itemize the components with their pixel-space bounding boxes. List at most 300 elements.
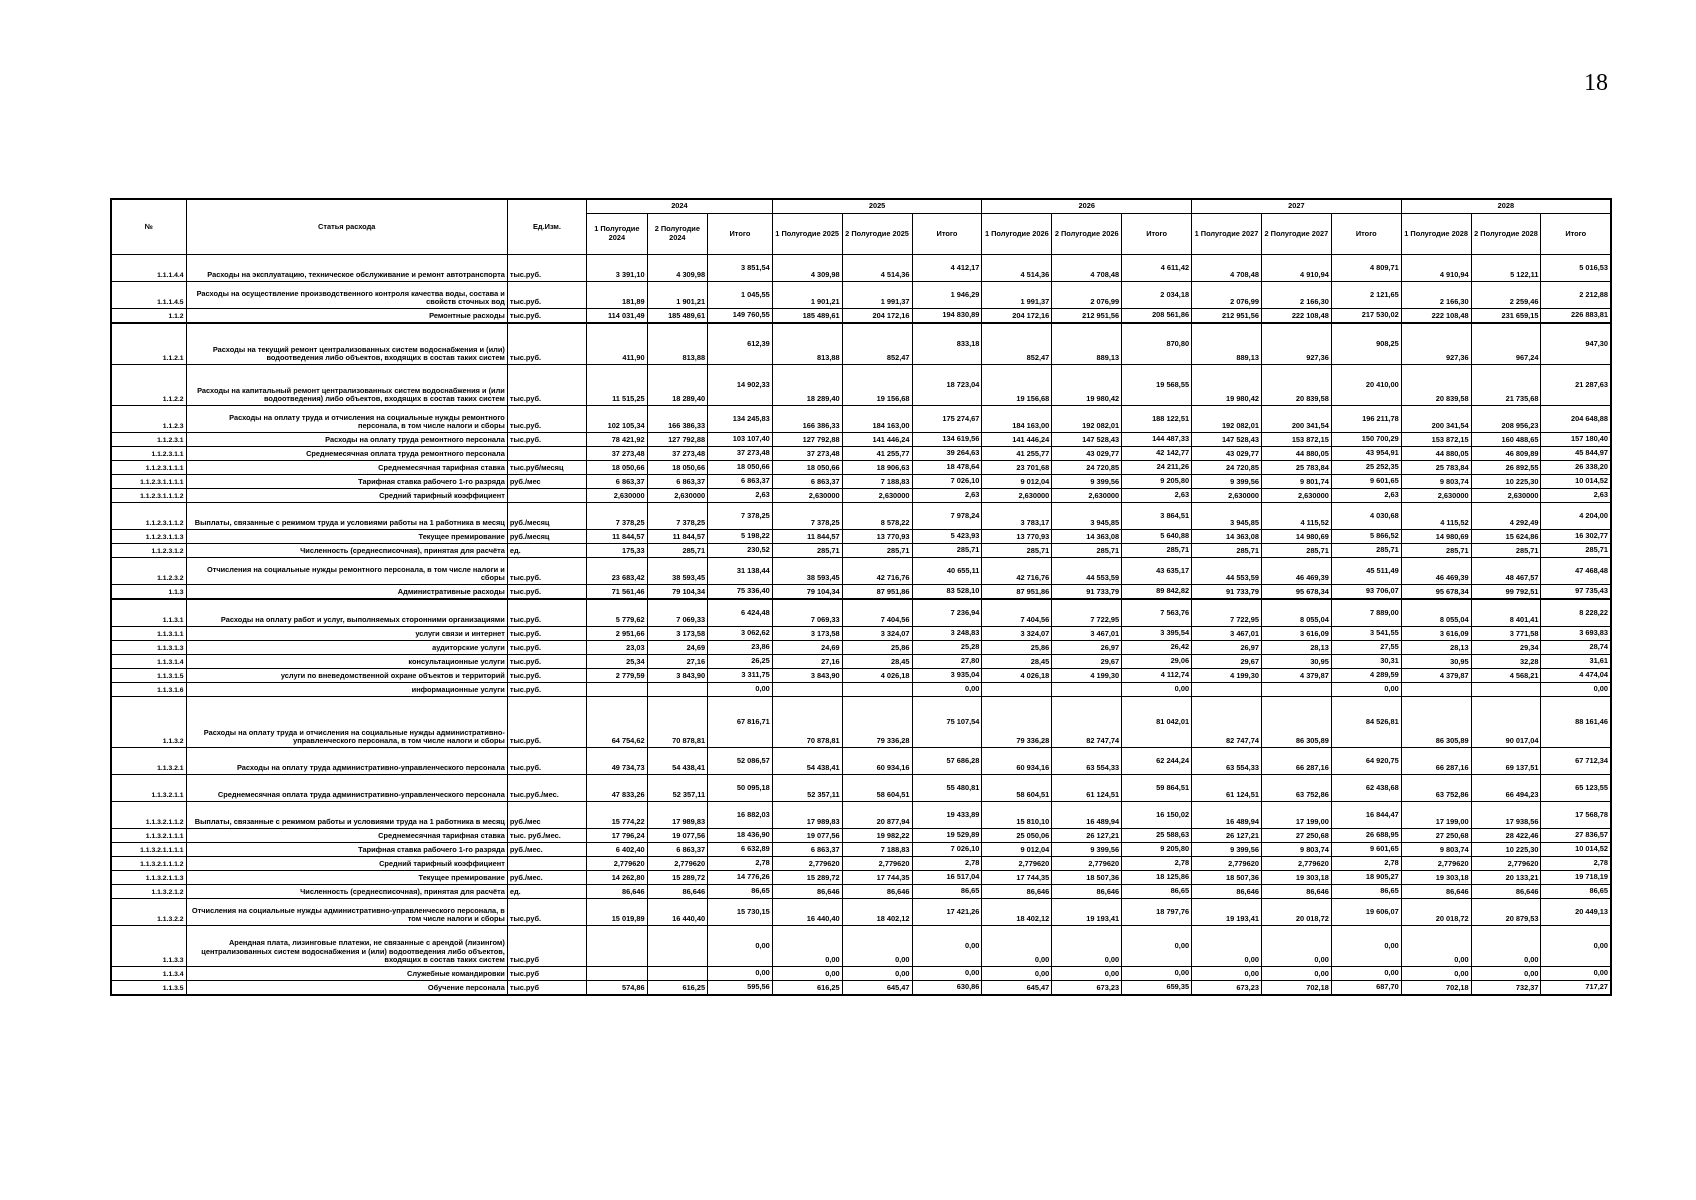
cell-total: 659,35 — [1122, 981, 1192, 996]
cell-value: 19 303,18 — [1261, 871, 1331, 885]
cell-value: 4 199,30 — [1192, 669, 1262, 683]
cell-value: 4 379,87 — [1401, 669, 1471, 683]
cell-value: 4 910,94 — [1261, 255, 1331, 282]
cell-value: 14 980,69 — [1261, 530, 1331, 544]
cell-value: 23 701,68 — [982, 461, 1052, 475]
cell-value: 0,00 — [1471, 967, 1541, 981]
row-name: Расходы на оплату труда и отчисления на социальные нужды административно-управленческого персонала, в том числе налоги и сборы — [186, 697, 507, 748]
cell-value: 184 163,00 — [982, 406, 1052, 433]
cell-total: 285,71 — [1541, 544, 1611, 558]
cell-total: 26,42 — [1122, 641, 1192, 655]
cell-total: 870,80 — [1122, 323, 1192, 365]
cell-total: 196 211,78 — [1331, 406, 1401, 433]
table-row — [111, 655, 1611, 669]
cell-value: 4 568,21 — [1471, 669, 1541, 683]
cell-value: 70 878,81 — [772, 697, 842, 748]
row-code: 1.1.1.4.5 — [111, 282, 186, 309]
header-year: 2028 — [1401, 199, 1611, 214]
cell-total: 2,78 — [912, 857, 982, 871]
cell-value: 20 133,21 — [1471, 871, 1541, 885]
table-row — [111, 475, 1611, 489]
cell-value: 18 402,12 — [842, 899, 912, 926]
table-row — [111, 871, 1611, 885]
cell-value: 86,646 — [1471, 885, 1541, 899]
cell-value: 86 305,89 — [1261, 697, 1331, 748]
cell-total: 285,71 — [912, 544, 982, 558]
table-row — [111, 697, 1611, 748]
cell-value — [842, 683, 912, 697]
cell-total: 16 517,04 — [912, 871, 982, 885]
cell-value: 24 720,85 — [1052, 461, 1122, 475]
header-period: Итого — [708, 214, 773, 255]
cell-total: 5 640,88 — [1122, 530, 1192, 544]
cell-value: 2 779,59 — [587, 669, 647, 683]
cell-total: 3 693,83 — [1541, 627, 1611, 641]
cell-value: 18 906,63 — [842, 461, 912, 475]
cell-total: 57 686,28 — [912, 748, 982, 775]
header-period: 2 Полугодие 2027 — [1261, 214, 1331, 255]
cell-value: 43 029,77 — [1052, 447, 1122, 461]
cell-total: 67 712,34 — [1541, 748, 1611, 775]
cell-total: 81 042,01 — [1122, 697, 1192, 748]
cell-value: 574,86 — [587, 981, 647, 996]
cell-value: 212 951,56 — [1192, 309, 1262, 324]
cell-value: 2,779620 — [587, 857, 647, 871]
cell-total: 204 648,88 — [1541, 406, 1611, 433]
cell-value: 813,88 — [647, 323, 707, 365]
cell-value: 17 796,24 — [587, 829, 647, 843]
cell-value: 2 166,30 — [1401, 282, 1471, 309]
cell-total: 208 561,86 — [1122, 309, 1192, 324]
header-period: Итого — [912, 214, 982, 255]
cell-total: 86,65 — [912, 885, 982, 899]
cell-value: 702,18 — [1261, 981, 1331, 996]
row-name: Среднемесячная оплата труда ремонтного персонала — [186, 447, 507, 461]
cell-value: 0,00 — [1052, 967, 1122, 981]
cell-value: 212 951,56 — [1052, 309, 1122, 324]
cell-value: 2,630000 — [842, 489, 912, 503]
row-name: услуги связи и интернет — [186, 627, 507, 641]
header-period: 1 Полугодие 2026 — [982, 214, 1052, 255]
cell-total: 5 423,93 — [912, 530, 982, 544]
row-code: 1.1.3.4 — [111, 967, 186, 981]
cell-total: 833,18 — [912, 323, 982, 365]
cell-value: 9 801,74 — [1261, 475, 1331, 489]
cell-value: 16 440,40 — [647, 899, 707, 926]
cell-value: 185 489,61 — [772, 309, 842, 324]
cell-value: 19 193,41 — [1052, 899, 1122, 926]
cell-value — [587, 926, 647, 967]
table-row — [111, 885, 1611, 899]
cell-value: 231 659,15 — [1471, 309, 1541, 324]
cell-value: 889,13 — [1192, 323, 1262, 365]
cell-total: 62 438,68 — [1331, 775, 1401, 802]
cell-value: 26 127,21 — [1052, 829, 1122, 843]
cell-total: 1 045,55 — [708, 282, 773, 309]
cell-value: 204 172,16 — [982, 309, 1052, 324]
row-unit: тыс.руб. — [507, 309, 586, 324]
cell-value: 6 863,37 — [772, 843, 842, 857]
cell-value: 7 378,25 — [647, 503, 707, 530]
cell-value: 44 553,59 — [1052, 558, 1122, 585]
cell-total: 21 287,63 — [1541, 365, 1611, 406]
cell-value: 91 733,79 — [1052, 585, 1122, 600]
cell-value: 32,28 — [1471, 655, 1541, 669]
cell-value: 52 357,11 — [647, 775, 707, 802]
cell-value: 616,25 — [647, 981, 707, 996]
cell-value: 4 292,49 — [1471, 503, 1541, 530]
row-unit — [507, 447, 586, 461]
cell-value: 0,00 — [842, 967, 912, 981]
cell-value: 24,69 — [772, 641, 842, 655]
cell-total: 43 635,17 — [1122, 558, 1192, 585]
cell-value: 27 250,68 — [1261, 829, 1331, 843]
cell-value: 28 422,46 — [1471, 829, 1541, 843]
header-period: 2 Полугодие 2025 — [842, 214, 912, 255]
cell-value: 17 744,35 — [982, 871, 1052, 885]
cell-value: 20 839,58 — [1261, 365, 1331, 406]
cell-value: 141 446,24 — [982, 433, 1052, 447]
table-row — [111, 309, 1611, 324]
cell-total: 59 864,51 — [1122, 775, 1192, 802]
header-year: 2027 — [1192, 199, 1402, 214]
cell-value: 20 839,58 — [1401, 365, 1471, 406]
cell-total: 630,86 — [912, 981, 982, 996]
row-unit: руб./мес — [507, 802, 586, 829]
cell-total: 16 150,02 — [1122, 802, 1192, 829]
cell-total: 2,63 — [1541, 489, 1611, 503]
cell-value: 16 489,94 — [1052, 802, 1122, 829]
row-name: Тарифная ставка рабочего 1-го разряда — [186, 843, 507, 857]
cell-value: 61 124,51 — [1192, 775, 1262, 802]
cell-value: 19 193,41 — [1192, 899, 1262, 926]
cell-value: 30,95 — [1401, 655, 1471, 669]
table-row — [111, 641, 1611, 655]
cell-value: 3 771,58 — [1471, 627, 1541, 641]
row-code: 1.1.2.3.1.1.1 — [111, 461, 186, 475]
cell-value: 38 593,45 — [772, 558, 842, 585]
cell-value: 175,33 — [587, 544, 647, 558]
cell-value: 41 255,77 — [842, 447, 912, 461]
cell-value: 222 108,48 — [1261, 309, 1331, 324]
cell-value: 852,47 — [982, 323, 1052, 365]
cell-value: 13 770,93 — [842, 530, 912, 544]
cell-total: 18 723,04 — [912, 365, 982, 406]
cell-value: 673,23 — [1192, 981, 1262, 996]
cell-total: 42 142,77 — [1122, 447, 1192, 461]
cell-total: 947,30 — [1541, 323, 1611, 365]
cell-value: 28,13 — [1401, 641, 1471, 655]
cell-value: 200 341,54 — [1401, 406, 1471, 433]
row-code: 1.1.3.2 — [111, 697, 186, 748]
cell-value: 95 678,34 — [1401, 585, 1471, 600]
cell-value: 17 199,00 — [1401, 802, 1471, 829]
cell-value: 29,67 — [1192, 655, 1262, 669]
cell-total: 19 606,07 — [1331, 899, 1401, 926]
row-unit: тыс.руб. — [507, 323, 586, 365]
cell-value: 9 803,74 — [1401, 475, 1471, 489]
cell-value — [647, 967, 707, 981]
row-unit: тыс.руб. — [507, 282, 586, 309]
cell-value: 2 951,66 — [587, 627, 647, 641]
cell-value: 9 012,04 — [982, 843, 1052, 857]
row-unit: тыс.руб. — [507, 599, 586, 627]
cell-total: 27,55 — [1331, 641, 1401, 655]
cell-value: 16 440,40 — [772, 899, 842, 926]
table-row — [111, 683, 1611, 697]
cell-total: 18 478,64 — [912, 461, 982, 475]
table-row — [111, 748, 1611, 775]
cell-value: 1 991,37 — [842, 282, 912, 309]
cell-value: 0,00 — [1261, 967, 1331, 981]
cell-value: 3 843,90 — [772, 669, 842, 683]
cell-value: 3 945,85 — [1052, 503, 1122, 530]
cell-value: 285,71 — [1052, 544, 1122, 558]
cell-value: 66 494,23 — [1471, 775, 1541, 802]
cell-total: 3 311,75 — [708, 669, 773, 683]
cell-value: 9 399,56 — [1192, 843, 1262, 857]
cell-total: 37 273,48 — [708, 447, 773, 461]
cell-value: 7 188,83 — [842, 843, 912, 857]
cell-value: 4 115,52 — [1261, 503, 1331, 530]
cell-value: 63 752,86 — [1261, 775, 1331, 802]
cell-value: 11 844,57 — [647, 530, 707, 544]
cell-value: 411,90 — [587, 323, 647, 365]
cell-value: 14 980,69 — [1401, 530, 1471, 544]
cell-value: 1 901,21 — [647, 282, 707, 309]
cell-total: 5 866,52 — [1331, 530, 1401, 544]
cell-total: 0,00 — [1541, 967, 1611, 981]
cell-total: 10 014,52 — [1541, 843, 1611, 857]
cell-value: 5 779,62 — [587, 599, 647, 627]
row-code: 1.1.3.1.5 — [111, 669, 186, 683]
cell-value: 8 055,04 — [1261, 599, 1331, 627]
cell-value: 20 018,72 — [1401, 899, 1471, 926]
cell-value: 285,71 — [842, 544, 912, 558]
table-row — [111, 503, 1611, 530]
cell-total: 7 378,25 — [708, 503, 773, 530]
table-row — [111, 544, 1611, 558]
table-row — [111, 447, 1611, 461]
cell-value: 127 792,88 — [647, 433, 707, 447]
cell-value: 18 507,36 — [1192, 871, 1262, 885]
cell-total: 39 264,63 — [912, 447, 982, 461]
cell-value: 7 722,95 — [1192, 599, 1262, 627]
row-name: Тарифная ставка рабочего 1-го разряда — [186, 475, 507, 489]
cell-total: 25 252,35 — [1331, 461, 1401, 475]
cell-value: 26,97 — [1052, 641, 1122, 655]
cell-value: 18 507,36 — [1052, 871, 1122, 885]
cell-value: 153 872,15 — [1401, 433, 1471, 447]
cell-value: 2,779620 — [982, 857, 1052, 871]
cell-value: 15 289,72 — [647, 871, 707, 885]
cell-total: 26 688,95 — [1331, 829, 1401, 843]
cell-value: 46 469,39 — [1261, 558, 1331, 585]
cell-value: 2,630000 — [772, 489, 842, 503]
cell-value: 2 076,99 — [1192, 282, 1262, 309]
table-row — [111, 558, 1611, 585]
cell-total: 103 107,40 — [708, 433, 773, 447]
cell-value: 4 199,30 — [1052, 669, 1122, 683]
cell-value: 8 055,04 — [1401, 599, 1471, 627]
cell-value — [1261, 683, 1331, 697]
header-year: 2025 — [772, 199, 982, 214]
cell-value: 86,646 — [587, 885, 647, 899]
cell-total: 25,28 — [912, 641, 982, 655]
cell-total: 7 889,00 — [1331, 599, 1401, 627]
cell-total: 45 511,49 — [1331, 558, 1401, 585]
cell-value: 0,00 — [1401, 926, 1471, 967]
row-code: 1.1.2.3.1.1 — [111, 447, 186, 461]
cell-value: 52 357,11 — [772, 775, 842, 802]
cell-value: 79 104,34 — [647, 585, 707, 600]
header-no: № — [111, 199, 186, 255]
cell-value: 86,646 — [1052, 885, 1122, 899]
cell-value — [772, 683, 842, 697]
row-name: Расходы на оплату труда и отчисления на социальные нужды ремонтного персонала, в том числе налоги и сборы — [186, 406, 507, 433]
cell-total: 16 844,47 — [1331, 802, 1401, 829]
cell-value: 616,25 — [772, 981, 842, 996]
cell-value: 0,00 — [1261, 926, 1331, 967]
cell-value: 86,646 — [647, 885, 707, 899]
cell-value: 2,630000 — [1471, 489, 1541, 503]
cell-value — [587, 683, 647, 697]
row-code: 1.1.3.2.1.1 — [111, 775, 186, 802]
cell-value: 6 863,37 — [587, 475, 647, 489]
cell-total: 2,78 — [1122, 857, 1192, 871]
cell-value: 192 082,01 — [1052, 406, 1122, 433]
cell-value: 0,00 — [1192, 926, 1262, 967]
cell-total: 27,80 — [912, 655, 982, 669]
header-period: Итого — [1122, 214, 1192, 255]
cell-value: 86,646 — [772, 885, 842, 899]
cell-value: 889,13 — [1052, 323, 1122, 365]
cell-value — [1052, 683, 1122, 697]
row-code: 1.1.3 — [111, 585, 186, 600]
cell-total: 134 619,56 — [912, 433, 982, 447]
cell-total: 230,52 — [708, 544, 773, 558]
row-unit — [507, 857, 586, 871]
cell-value: 48 467,57 — [1471, 558, 1541, 585]
cell-total: 0,00 — [1331, 683, 1401, 697]
cell-value: 19 077,56 — [772, 829, 842, 843]
table-row — [111, 829, 1611, 843]
cell-value: 147 528,43 — [1192, 433, 1262, 447]
cell-total: 0,00 — [912, 926, 982, 967]
cell-value: 19 156,68 — [982, 365, 1052, 406]
cell-total: 65 123,55 — [1541, 775, 1611, 802]
cell-value: 2,779620 — [1052, 857, 1122, 871]
cell-total: 2,63 — [1122, 489, 1192, 503]
cell-value: 147 528,43 — [1052, 433, 1122, 447]
cell-value: 18 402,12 — [982, 899, 1052, 926]
cell-value: 14 262,80 — [587, 871, 647, 885]
cell-value: 14 363,08 — [1052, 530, 1122, 544]
cell-total: 62 244,24 — [1122, 748, 1192, 775]
row-name: Отчисления на социальные нужды ремонтного персонала, в том числе налоги и сборы — [186, 558, 507, 585]
row-code: 1.1.1.4.4 — [111, 255, 186, 282]
cell-total: 27 836,57 — [1541, 829, 1611, 843]
cell-value: 14 363,08 — [1192, 530, 1262, 544]
cell-total: 6 424,48 — [708, 599, 773, 627]
row-unit: тыс.руб. — [507, 365, 586, 406]
row-name: Численность (среднесписочная), принятая для расчёта — [186, 544, 507, 558]
cell-value: 9 399,56 — [1192, 475, 1262, 489]
table-row — [111, 406, 1611, 433]
cell-value: 8 401,41 — [1471, 599, 1541, 627]
cell-total: 188 122,51 — [1122, 406, 1192, 433]
cell-value — [1192, 683, 1262, 697]
cell-total: 97 735,43 — [1541, 585, 1611, 600]
cell-value: 3 173,58 — [647, 627, 707, 641]
cell-value: 17 199,00 — [1261, 802, 1331, 829]
cell-value: 43 029,77 — [1192, 447, 1262, 461]
cell-total: 2,78 — [1541, 857, 1611, 871]
cell-total: 0,00 — [1122, 967, 1192, 981]
cell-value: 79 336,28 — [982, 697, 1052, 748]
cell-value: 21 735,68 — [1471, 365, 1541, 406]
cell-total: 28,74 — [1541, 641, 1611, 655]
cell-value: 3 391,10 — [587, 255, 647, 282]
row-code: 1.1.2.3.1.1.1.2 — [111, 489, 186, 503]
cell-total: 3 851,54 — [708, 255, 773, 282]
header-period: 1 Полугодие 2024 — [587, 214, 647, 255]
cell-value: 54 438,41 — [772, 748, 842, 775]
row-unit: тыс.руб. — [507, 683, 586, 697]
cell-value: 23 683,42 — [587, 558, 647, 585]
row-name: Выплаты, связанные с режимом работы и условиями труда на 1 работника в месяц — [186, 802, 507, 829]
cell-total: 3 395,54 — [1122, 627, 1192, 641]
cell-value: 37 273,48 — [587, 447, 647, 461]
cell-value: 18 289,40 — [772, 365, 842, 406]
cell-value: 2,630000 — [647, 489, 707, 503]
cell-total: 3 864,51 — [1122, 503, 1192, 530]
row-name: аудиторские услуги — [186, 641, 507, 655]
cell-value: 153 872,15 — [1261, 433, 1331, 447]
row-unit: тыс.руб. — [507, 433, 586, 447]
cell-total: 4 611,42 — [1122, 255, 1192, 282]
row-unit: тыс.руб. — [507, 748, 586, 775]
cell-value: 645,47 — [982, 981, 1052, 996]
cell-value: 7 404,56 — [842, 599, 912, 627]
cell-value: 6 402,40 — [587, 843, 647, 857]
row-name: Среднемесячная тарифная ставка — [186, 461, 507, 475]
row-code: 1.1.3.2.2 — [111, 899, 186, 926]
header-period: 1 Полугодие 2028 — [1401, 214, 1471, 255]
row-unit: тыс.руб. — [507, 641, 586, 655]
row-code: 1.1.3.2.1.1.1.2 — [111, 857, 186, 871]
cell-total: 7 236,94 — [912, 599, 982, 627]
cell-value: 2,779620 — [647, 857, 707, 871]
header-item: Статья расхода — [186, 199, 507, 255]
cell-total: 19 433,89 — [912, 802, 982, 829]
table-row — [111, 926, 1611, 967]
cell-total: 2,63 — [1331, 489, 1401, 503]
cell-total: 194 830,89 — [912, 309, 982, 324]
cell-value: 11 844,57 — [587, 530, 647, 544]
cell-value: 732,37 — [1471, 981, 1541, 996]
cell-total: 2 034,18 — [1122, 282, 1192, 309]
cell-value: 63 752,86 — [1401, 775, 1471, 802]
cell-value: 166 386,33 — [772, 406, 842, 433]
row-code: 1.1.3.2.1.1.1 — [111, 829, 186, 843]
cell-value: 60 934,16 — [842, 748, 912, 775]
cell-value: 160 488,65 — [1471, 433, 1541, 447]
cell-total: 20 449,13 — [1541, 899, 1611, 926]
cell-value: 58 604,51 — [982, 775, 1052, 802]
row-name: Среднемесячная тарифная ставка — [186, 829, 507, 843]
row-unit: тыс.руб. — [507, 669, 586, 683]
